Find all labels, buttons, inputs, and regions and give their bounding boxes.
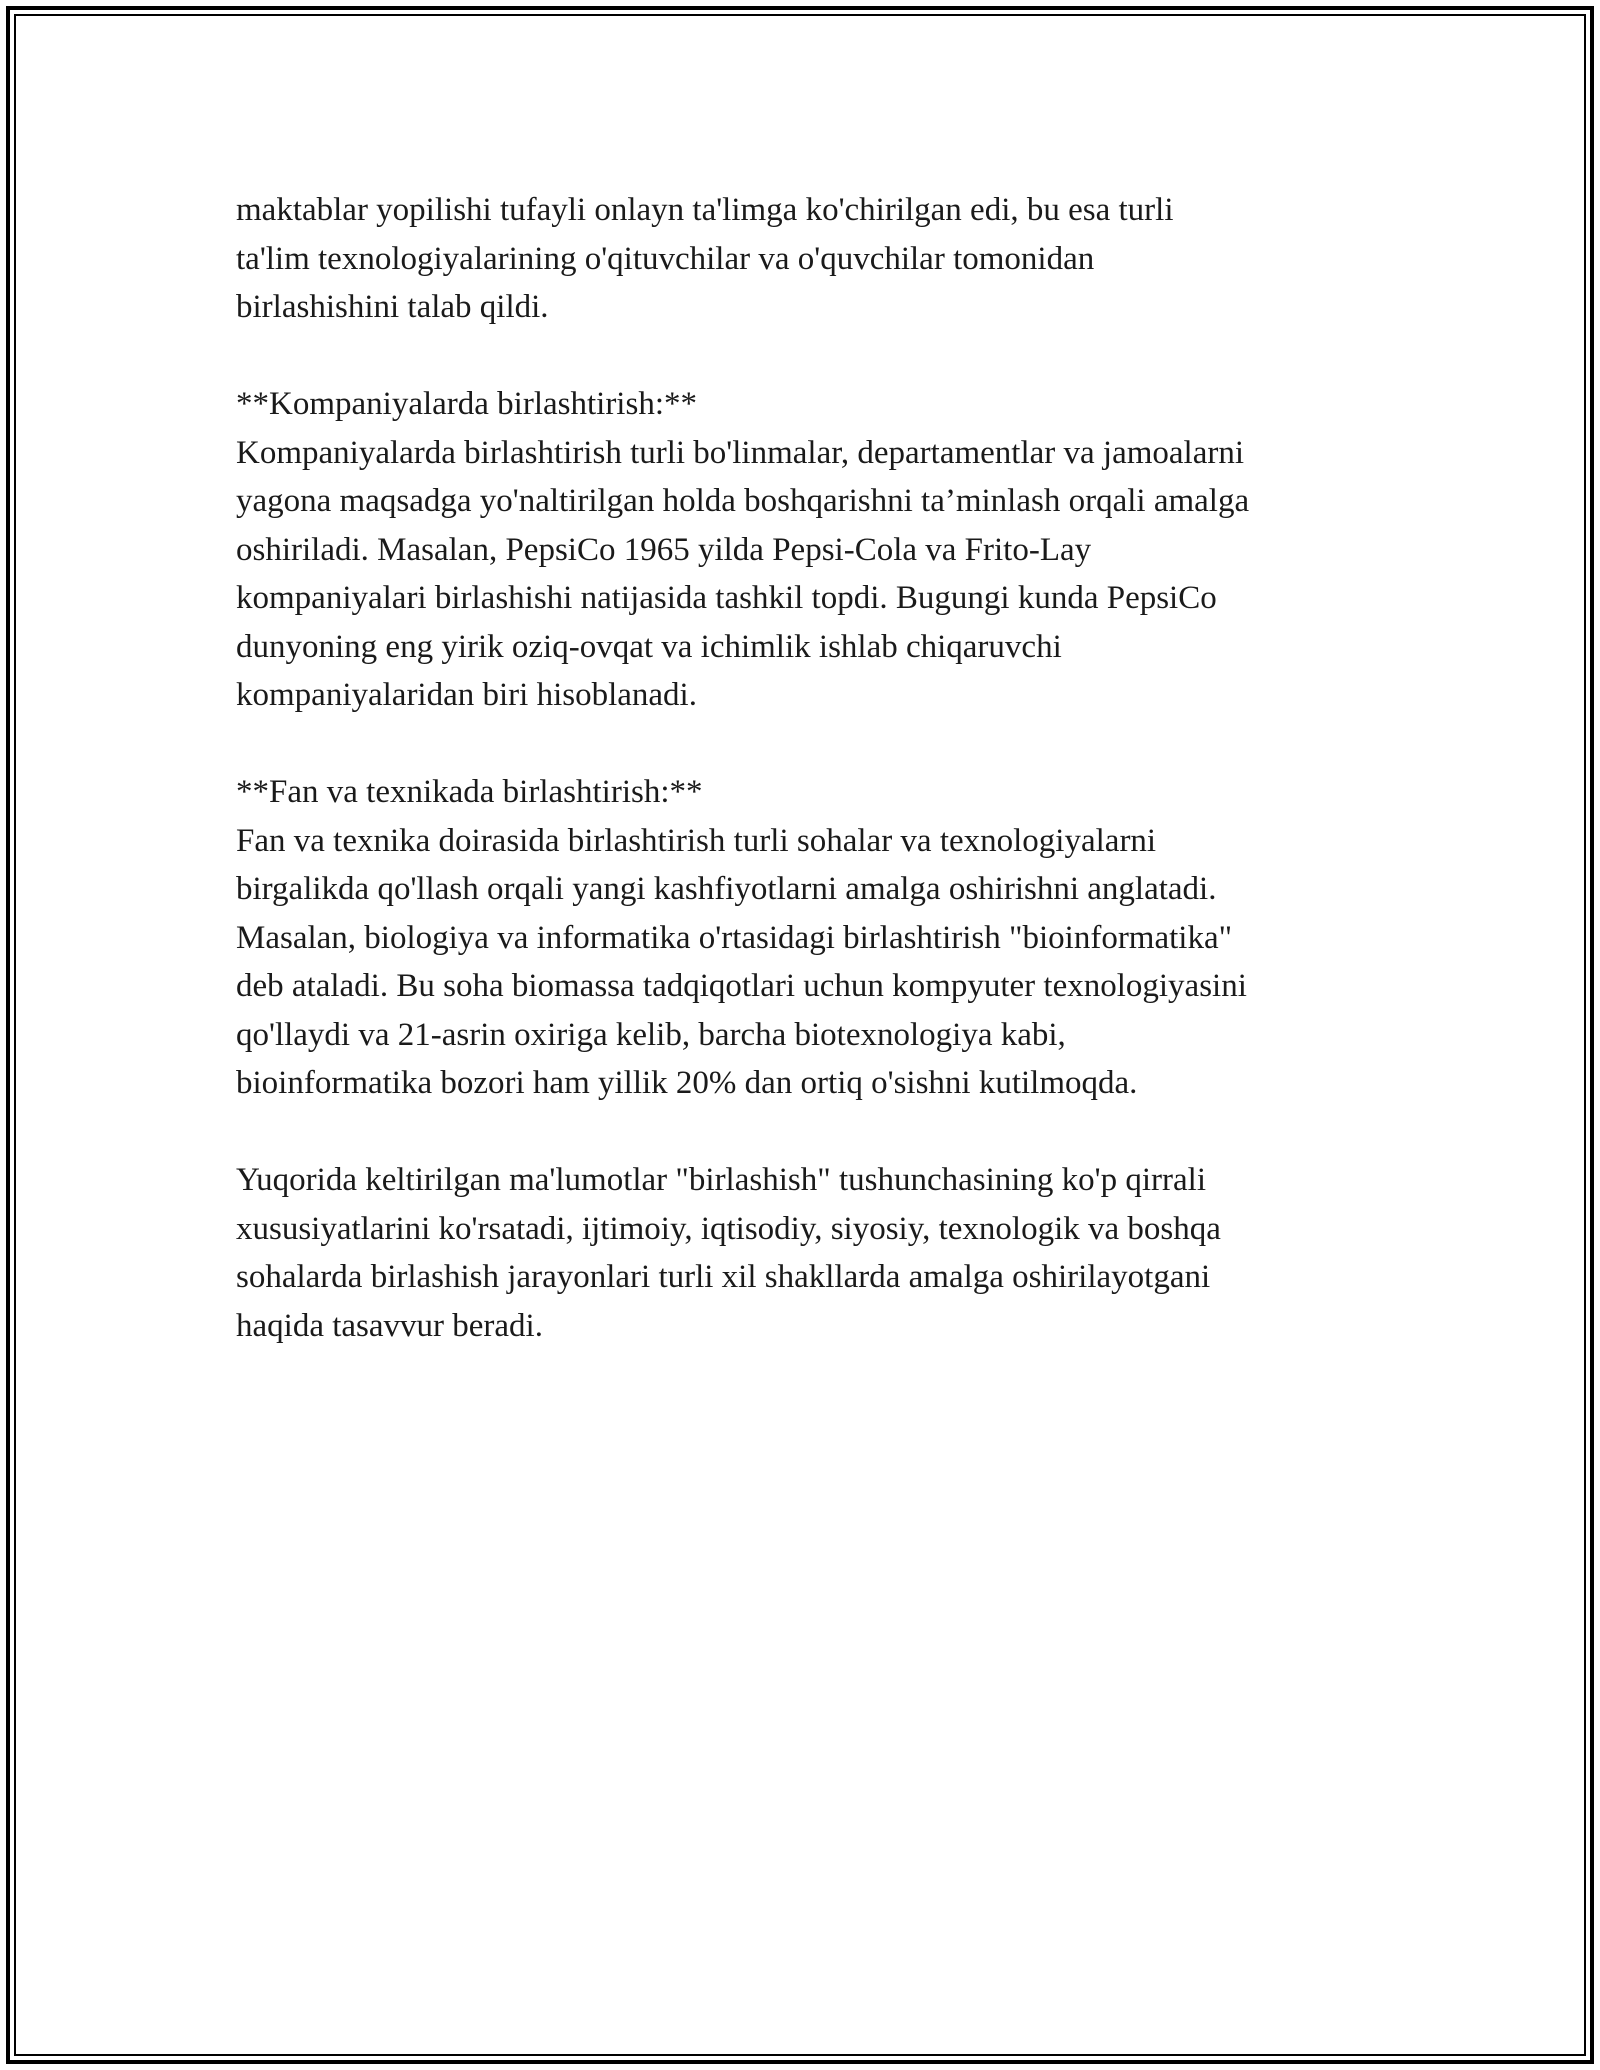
section-heading: **Fan va texnikada birlashtirish:** xyxy=(236,774,703,810)
text-line: oshiriladi. Masalan, PepsiCo 1965 yilda Pepsi-Cola va Frito-Lay xyxy=(236,531,1092,568)
text-line: Kompaniyalarda birlashtirish turli bo'linmalar, departamentlar va jamoalarni xyxy=(236,434,1245,471)
text-line: birgalikda qo'llash orqali yangi kashfiyotlarni amalga oshirishni anglatadi. xyxy=(236,871,1217,907)
document-body xyxy=(236,186,1376,1399)
text-line: ta'lim texnologiyalarining o'qituvchilar va o'quvchilar tomonidan xyxy=(236,240,1095,277)
text-line: kompaniyalari birlashishi natijasida tashkil topdi. Bugungi kunda PepsiCo xyxy=(236,580,1217,616)
text-line: bioinformatika bozori ham yillik 20% dan ortiq o'sishni kutilmoqda. xyxy=(236,1065,1138,1101)
section-heading: **Kompaniyalarda birlashtirish:** xyxy=(236,386,697,422)
text-line: dunyoning eng yirik oziq-ovqat va ichimlik ishlab chiqaruvchi xyxy=(236,628,1062,665)
text-line: haqida tasavvur beradi. xyxy=(236,1307,543,1344)
paragraph-intro xyxy=(236,186,1376,332)
text-line: sohalarda birlashish jarayonlari turli xil shakllarda amalga oshirilayotgani xyxy=(236,1259,1211,1295)
section-companies xyxy=(236,380,1376,720)
text-line: yagona maqsadga yo'naltirilgan holda boshqarishni ta’minlash orqali amalga xyxy=(236,483,1250,519)
text-line: qo'llaydi va 21-asrin oxiriga kelib, barcha biotexnologiya kabi, xyxy=(236,1016,1066,1053)
text-line: Yuqorida keltirilgan ma'lumotlar "birlashish" tushunchasining ko'p qirrali xyxy=(236,1162,1207,1198)
text-line: xususiyatlarini ko'rsatadi, ijtimoiy, iqtisodiy, siyosiy, texnologik va boshqa xyxy=(236,1210,1221,1247)
text-line: Fan va texnika doirasida birlashtirish turli sohalar va texnologiyalarni xyxy=(236,822,1157,859)
text-line: kompaniyalaridan biri hisoblanadi. xyxy=(236,677,697,713)
text-line: Masalan, biologiya va informatika o'rtasidagi birlashtirish "bioinformatika" xyxy=(236,919,1233,956)
section-science xyxy=(236,768,1376,1108)
text-line: maktablar yopilishi tufayli onlayn ta'limga ko'chirilgan edi, bu esa turli xyxy=(236,192,1174,228)
text-line: birlashishini talab qildi. xyxy=(236,289,549,325)
paragraph-conclusion xyxy=(236,1156,1376,1350)
text-line: deb ataladi. Bu soha biomassa tadqiqotlari uchun kompyuter texnologiyasini xyxy=(236,968,1247,1004)
